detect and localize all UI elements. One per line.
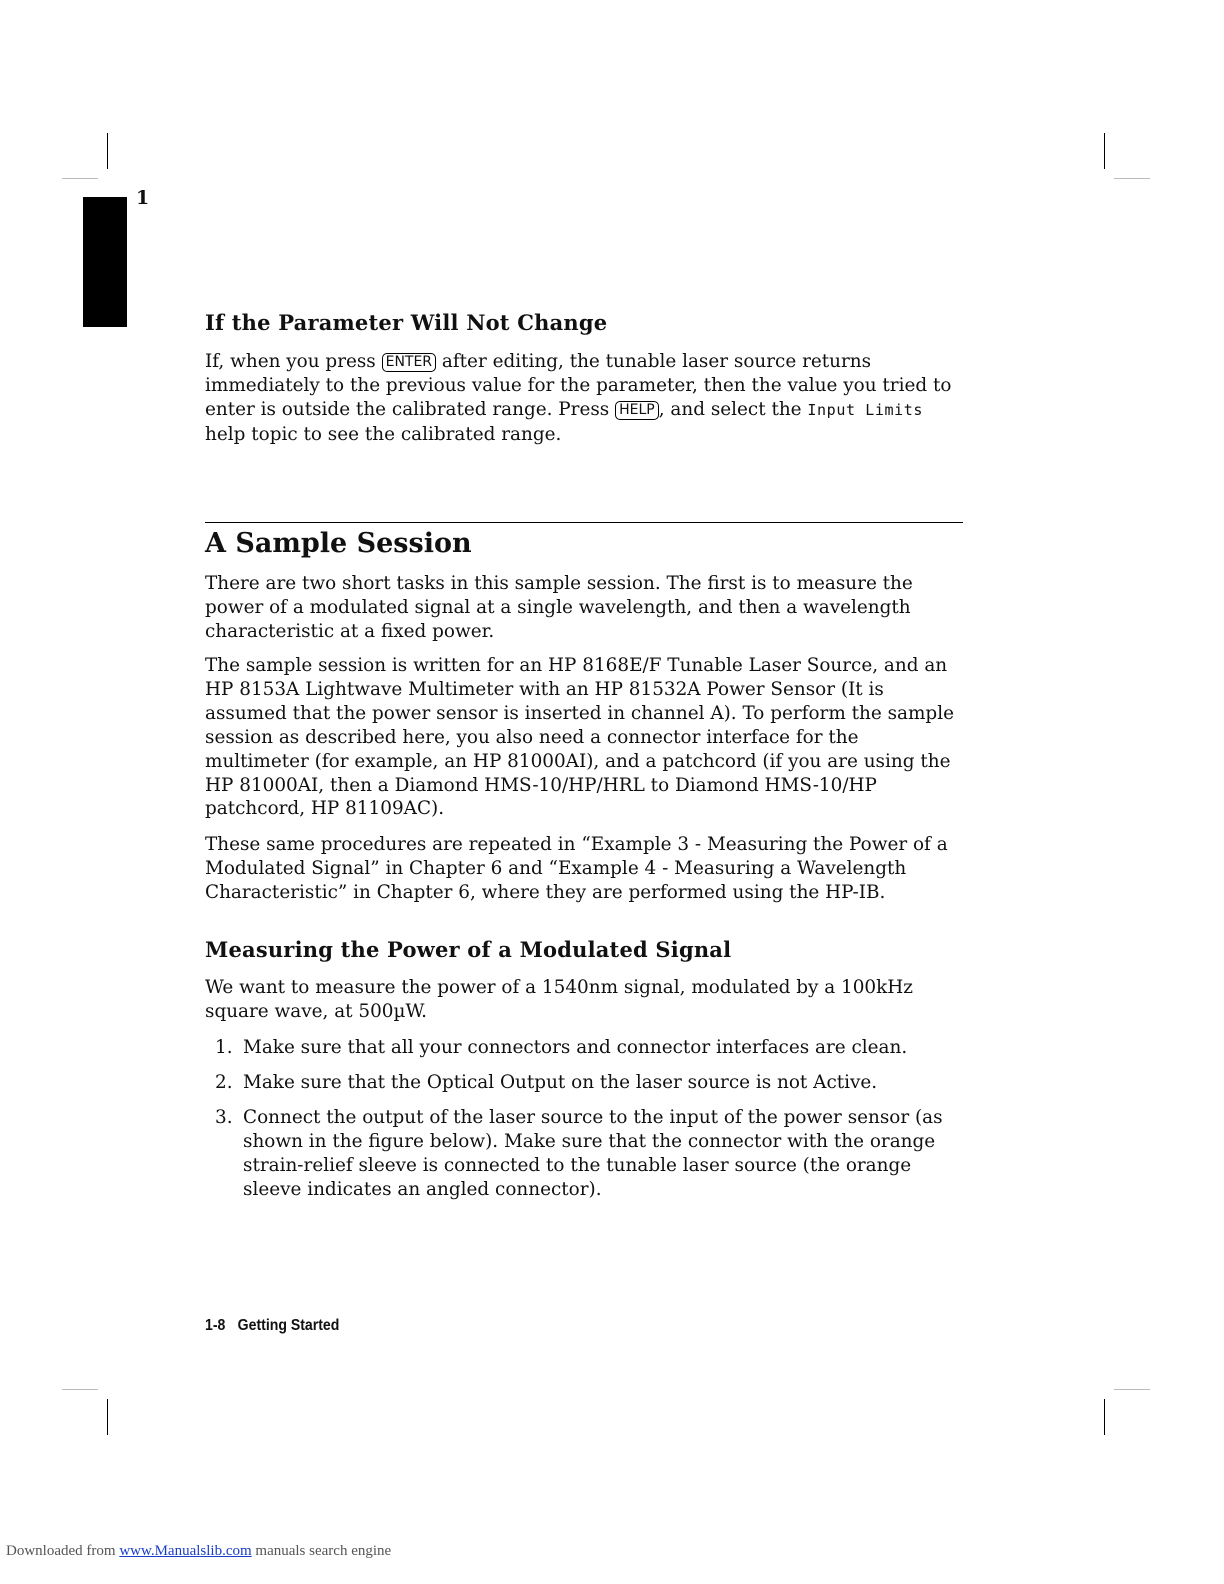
list-item: [205, 1071, 965, 1095]
step-number: 3.: [215, 1106, 233, 1128]
section-heading-modulated-signal: Measuring the Power of a Modulated Signal: [205, 937, 732, 962]
paragraph-sample-examples: These same procedures are repeated in “Example 3 - Measuring the Power of a Modulated Signal” in Chapter 6 and “Example 4 - Measuring a Wavelength Characteristic” in Chapter 6, where they are performed using the HP-IB.: [205, 834, 948, 903]
download-prefix: Downloaded from: [6, 1543, 120, 1559]
section-divider: [205, 522, 963, 523]
crop-mark-top-right: [1104, 133, 1105, 169]
text-run: after editing, the tunable laser source returns immediately to the previous value for the parameter, then the value you tried to enter is outside the calibrated range. Press: [205, 351, 952, 420]
crop-mark-bottom-left-h: [62, 1389, 98, 1390]
download-suffix: manuals search engine: [251, 1543, 392, 1559]
footer-title: Getting Started: [237, 1317, 340, 1334]
help-key: HELP: [615, 401, 659, 420]
softkey-input-limits: Input Limits: [807, 400, 923, 419]
section-heading-parameter: If the Parameter Will Not Change: [205, 310, 608, 335]
text-run: help topic to see the calibrated range.: [205, 423, 562, 445]
crop-mark-bottom-right: [1104, 1399, 1105, 1435]
page-footer: [205, 1317, 339, 1335]
page-number: 1-8: [205, 1317, 226, 1334]
download-banner: [6, 1543, 391, 1560]
crop-mark-top-left: [107, 133, 108, 169]
manualslib-link[interactable]: www.Manualslib.com: [119, 1543, 252, 1559]
paragraph-parameter: [205, 350, 965, 447]
chapter-tab-marker: [83, 197, 127, 327]
paragraph-sample-equipment: The sample session is written for an HP 8168E/F Tunable Laser Source, and an HP 8153A Lightwave Multimeter with an HP 81532A Power Sensor (It is assumed that the power sensor is inserted in channel A). To perform the sample session as described here, you also need a connector interface for the multimeter (for example, an HP 81000AI), and a patchcord (if you are using the HP 81000AI, then a Diamond HMS-10/HP/HRL to Diamond HMS-10/HP patchcord, HP 81109AC).: [205, 655, 954, 820]
step-text: Connect the output of the laser source to the input of the power sensor (as shown in the figure below). Make sure that the connector with the orange strain-relief sleeve is connected to the tunable laser source (the orange sleeve indicates an angled connector).: [243, 1106, 943, 1200]
enter-key: ENTER: [382, 353, 436, 372]
section-heading-sample-session: A Sample Session: [205, 528, 472, 559]
text-run: If, when you press: [205, 351, 382, 372]
crop-mark-top-left-h: [62, 178, 98, 179]
text-run: , and select the: [658, 398, 808, 420]
crop-mark-bottom-right-h: [1114, 1389, 1150, 1390]
crop-mark-top-right-h: [1114, 178, 1150, 179]
list-item: [205, 1106, 965, 1202]
step-number: 1.: [215, 1037, 233, 1058]
step-text: Make sure that all your connectors and connector interfaces are clean.: [243, 1037, 908, 1058]
step-number: 2.: [215, 1071, 233, 1093]
chapter-number: 1: [136, 187, 150, 209]
list-item: [205, 1036, 965, 1060]
paragraph-modulated-intro: We want to measure the power of a 1540nm signal, modulated by a 100kHz square wave, at 500µW.: [205, 977, 913, 1022]
step-text: Make sure that the Optical Output on the laser source is not Active.: [243, 1071, 878, 1093]
paragraph-sample-intro: There are two short tasks in this sample session. The first is to measure the power of a modulated signal at a single wavelength, and then a wavelength characteristic at a fixed power.: [205, 573, 913, 642]
crop-mark-bottom-left: [107, 1399, 108, 1435]
steps-list: [205, 1036, 965, 1201]
